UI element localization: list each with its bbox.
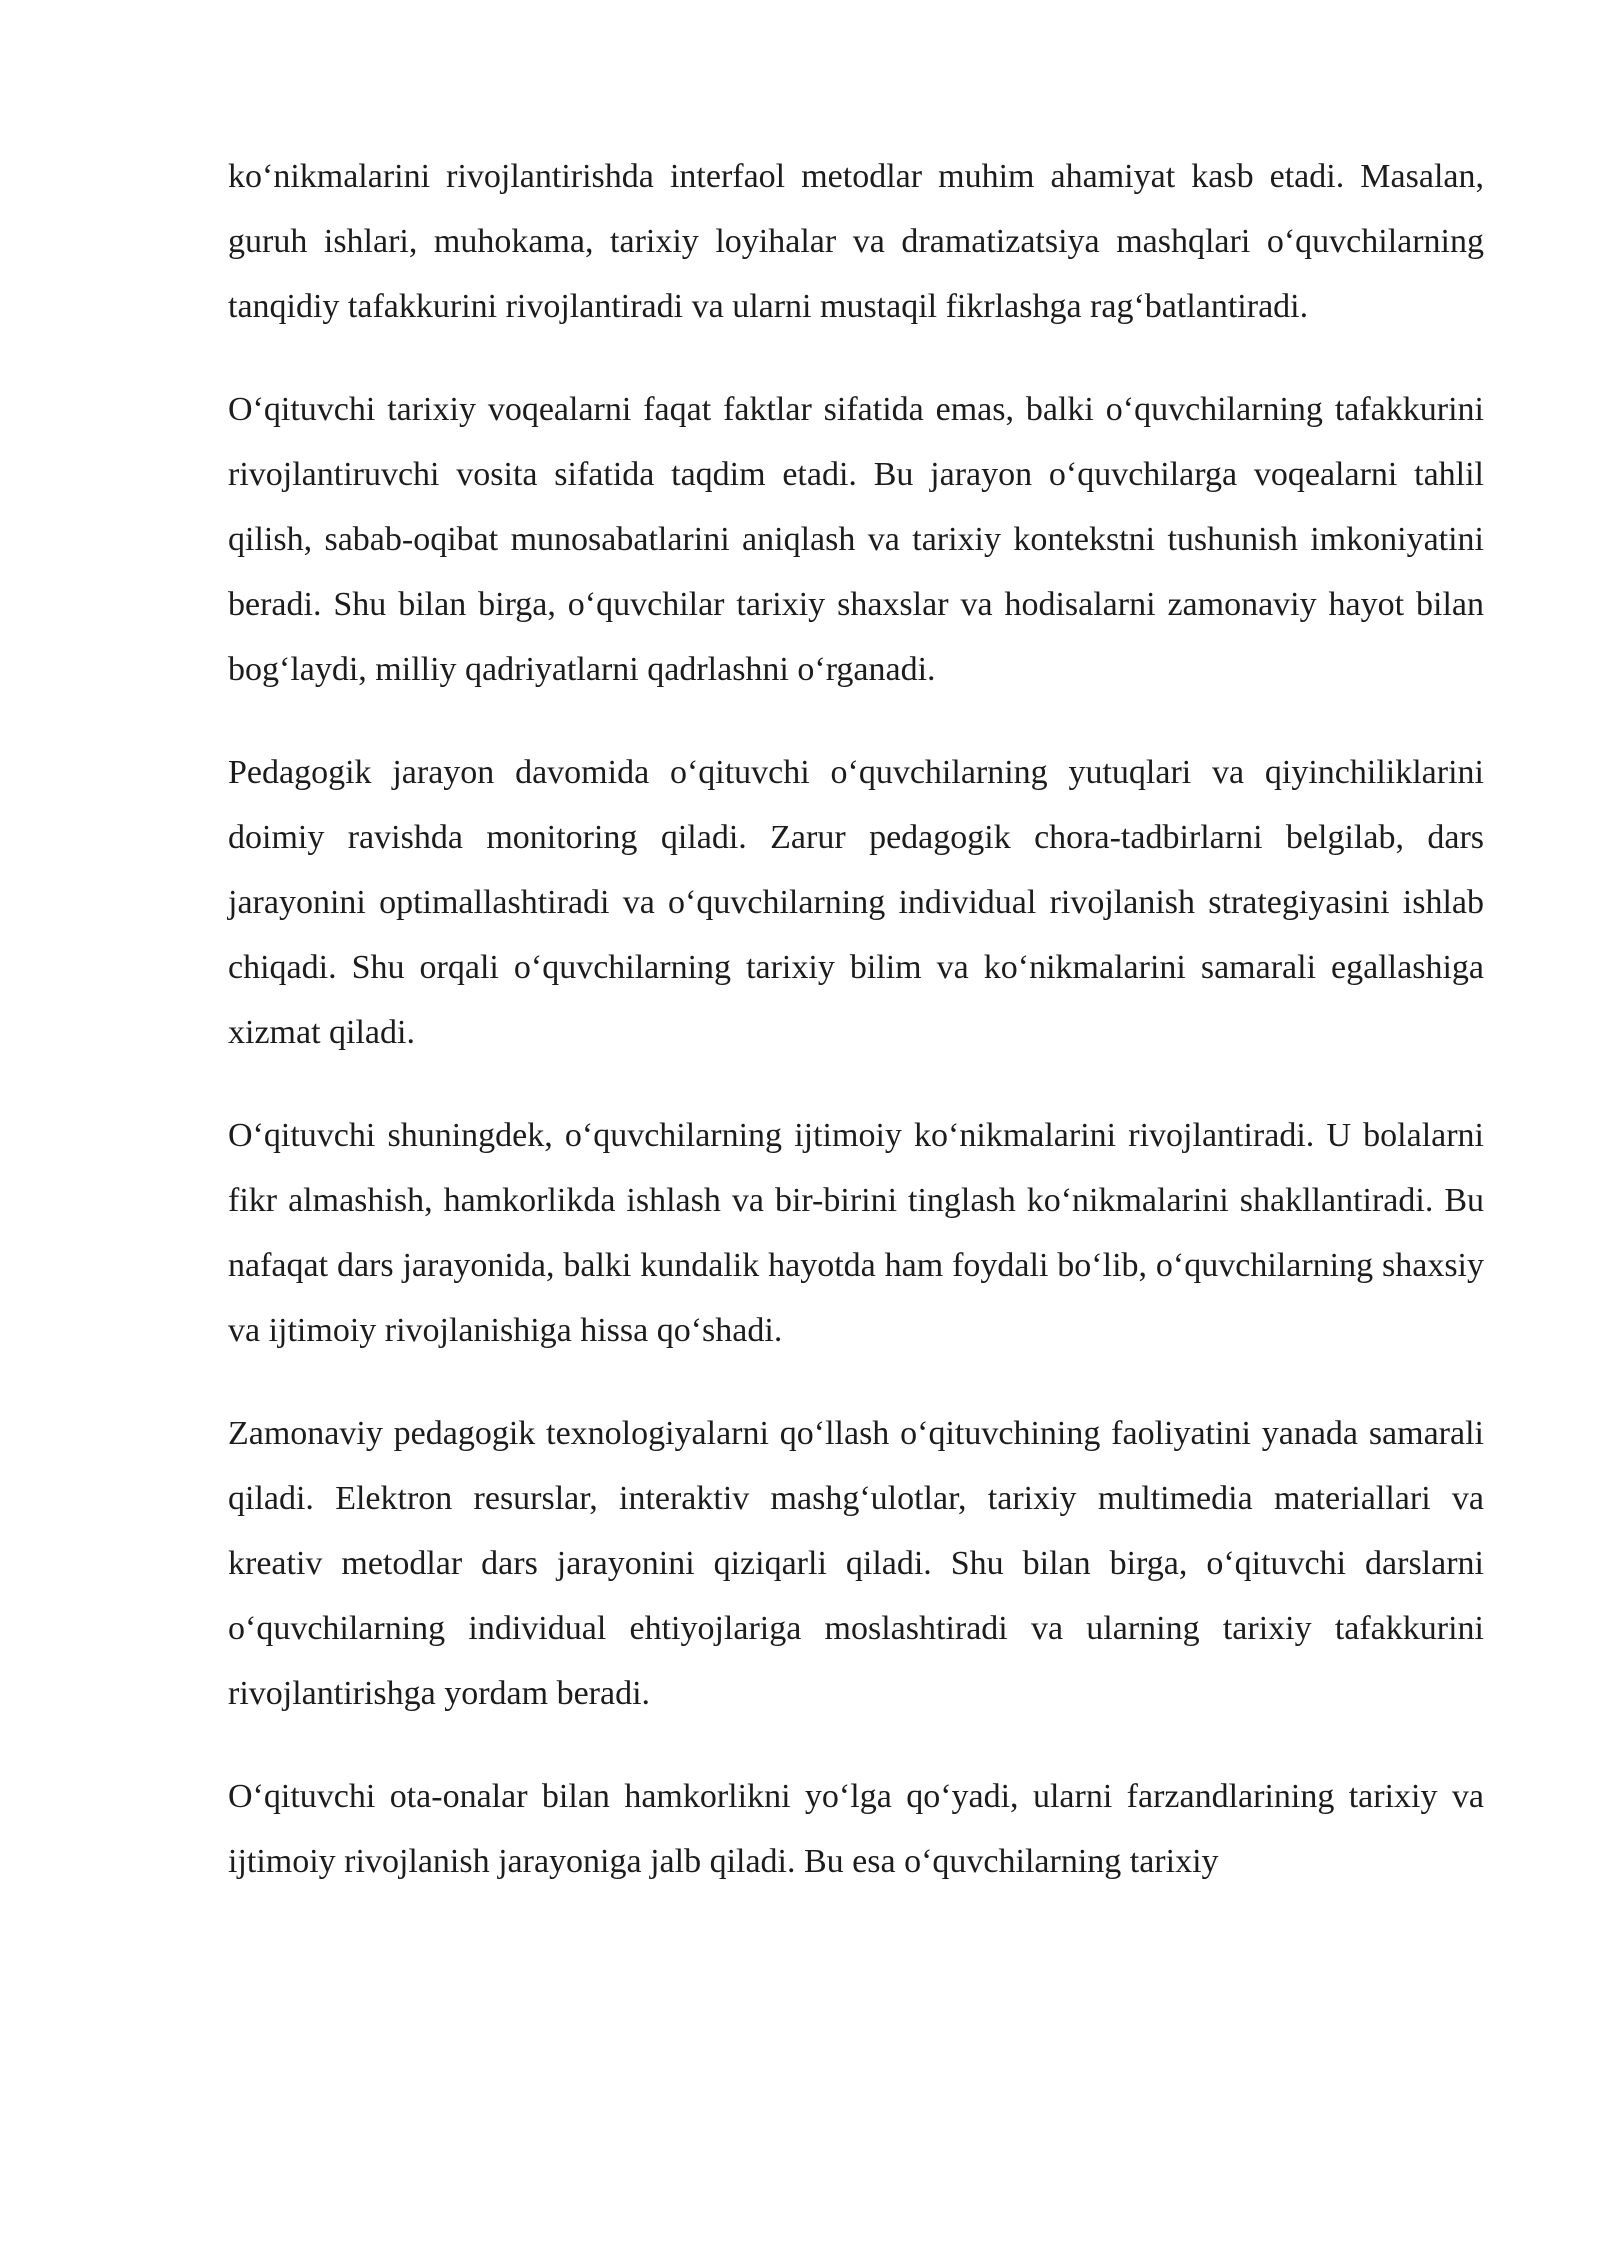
paragraph-modern-technologies: Zamonaviy pedagogik texnologiyalarni qo‘llash o‘qituvchining faoliyatini yanada samarali qiladi. Elektron resurslar, interaktiv mashg‘ulotlar, tarixiy multimedia materiallari va kreativ metodlar dars jarayonini qiziqarli qiladi. Shu bilan birga, o‘qituvchi darslarni o‘quvchilarning individual ehtiyojlariga moslashtiradi va ularning tarixiy tafakkurini rivojlantirishga yordam beradi.	[228, 1415, 1484, 1712]
paragraph-historical-events: O‘qituvchi tarixiy voqealarni faqat faktlar sifatida emas, balki o‘quvchilarning tafakkurini rivojlantiruvchi vosita sifatida taqdim etadi. Bu jarayon o‘quvchilarga voqealarni tahlil qilish, sabab-oqibat munosabatlarini aniqlash va tarixiy kontekstni tushunish imkoniyatini beradi. Shu bilan birga, o‘quvchilar tarixiy shaxslar va hodisalarni zamonaviy hayot bilan bog‘laydi, milliy qadriyatlarni qadrlashni o‘rganadi.	[228, 391, 1484, 688]
paragraph-parent-cooperation: O‘qituvchi ota-onalar bilan hamkorlikni yo‘lga qo‘yadi, ularni farzandlarining tarixiy va ijtimoiy rivojlanish jarayoniga jalb qiladi. Bu esa o‘quvchilarning tarixiy	[228, 1778, 1484, 1880]
document-body	[228, 144, 1484, 1894]
paragraph-social-skills: O‘qituvchi shuningdek, o‘quvchilarning ijtimoiy ko‘nikmalarini rivojlantiradi. U bolalarni fikr almashish, hamkorlikda ishlash va bir-birini tinglash ko‘nikmalarini shakllantiradi. Bu nafaqat dars jarayonida, balki kundalik hayotda ham foydali bo‘lib, o‘quvchilarning shaxsiy va ijtimoiy rivojlanishiga hissa qo‘shadi.	[228, 1117, 1484, 1349]
paragraph-interactive-methods: ko‘nikmalarini rivojlantirishda interfaol metodlar muhim ahamiyat kasb etadi. Masalan, guruh ishlari, muhokama, tarixiy loyihalar va dramatizatsiya mashqlari o‘quvchilarning tanqidiy tafakkurini rivojlantiradi va ularni mustaqil fikrlashga rag‘batlantiradi.	[228, 158, 1484, 325]
paragraph-pedagogical-monitoring: Pedagogik jarayon davomida o‘qituvchi o‘quvchilarning yutuqlari va qiyinchiliklarini doimiy ravishda monitoring qiladi. Zarur pedagogik chora-tadbirlarni belgilab, dars jarayonini optimallashtiradi va o‘quvchilarning individual rivojlanish strategiyasini ishlab chiqadi. Shu orqali o‘quvchilarning tarixiy bilim va ko‘nikmalarini samarali egallashiga xizmat qiladi.	[228, 754, 1484, 1051]
